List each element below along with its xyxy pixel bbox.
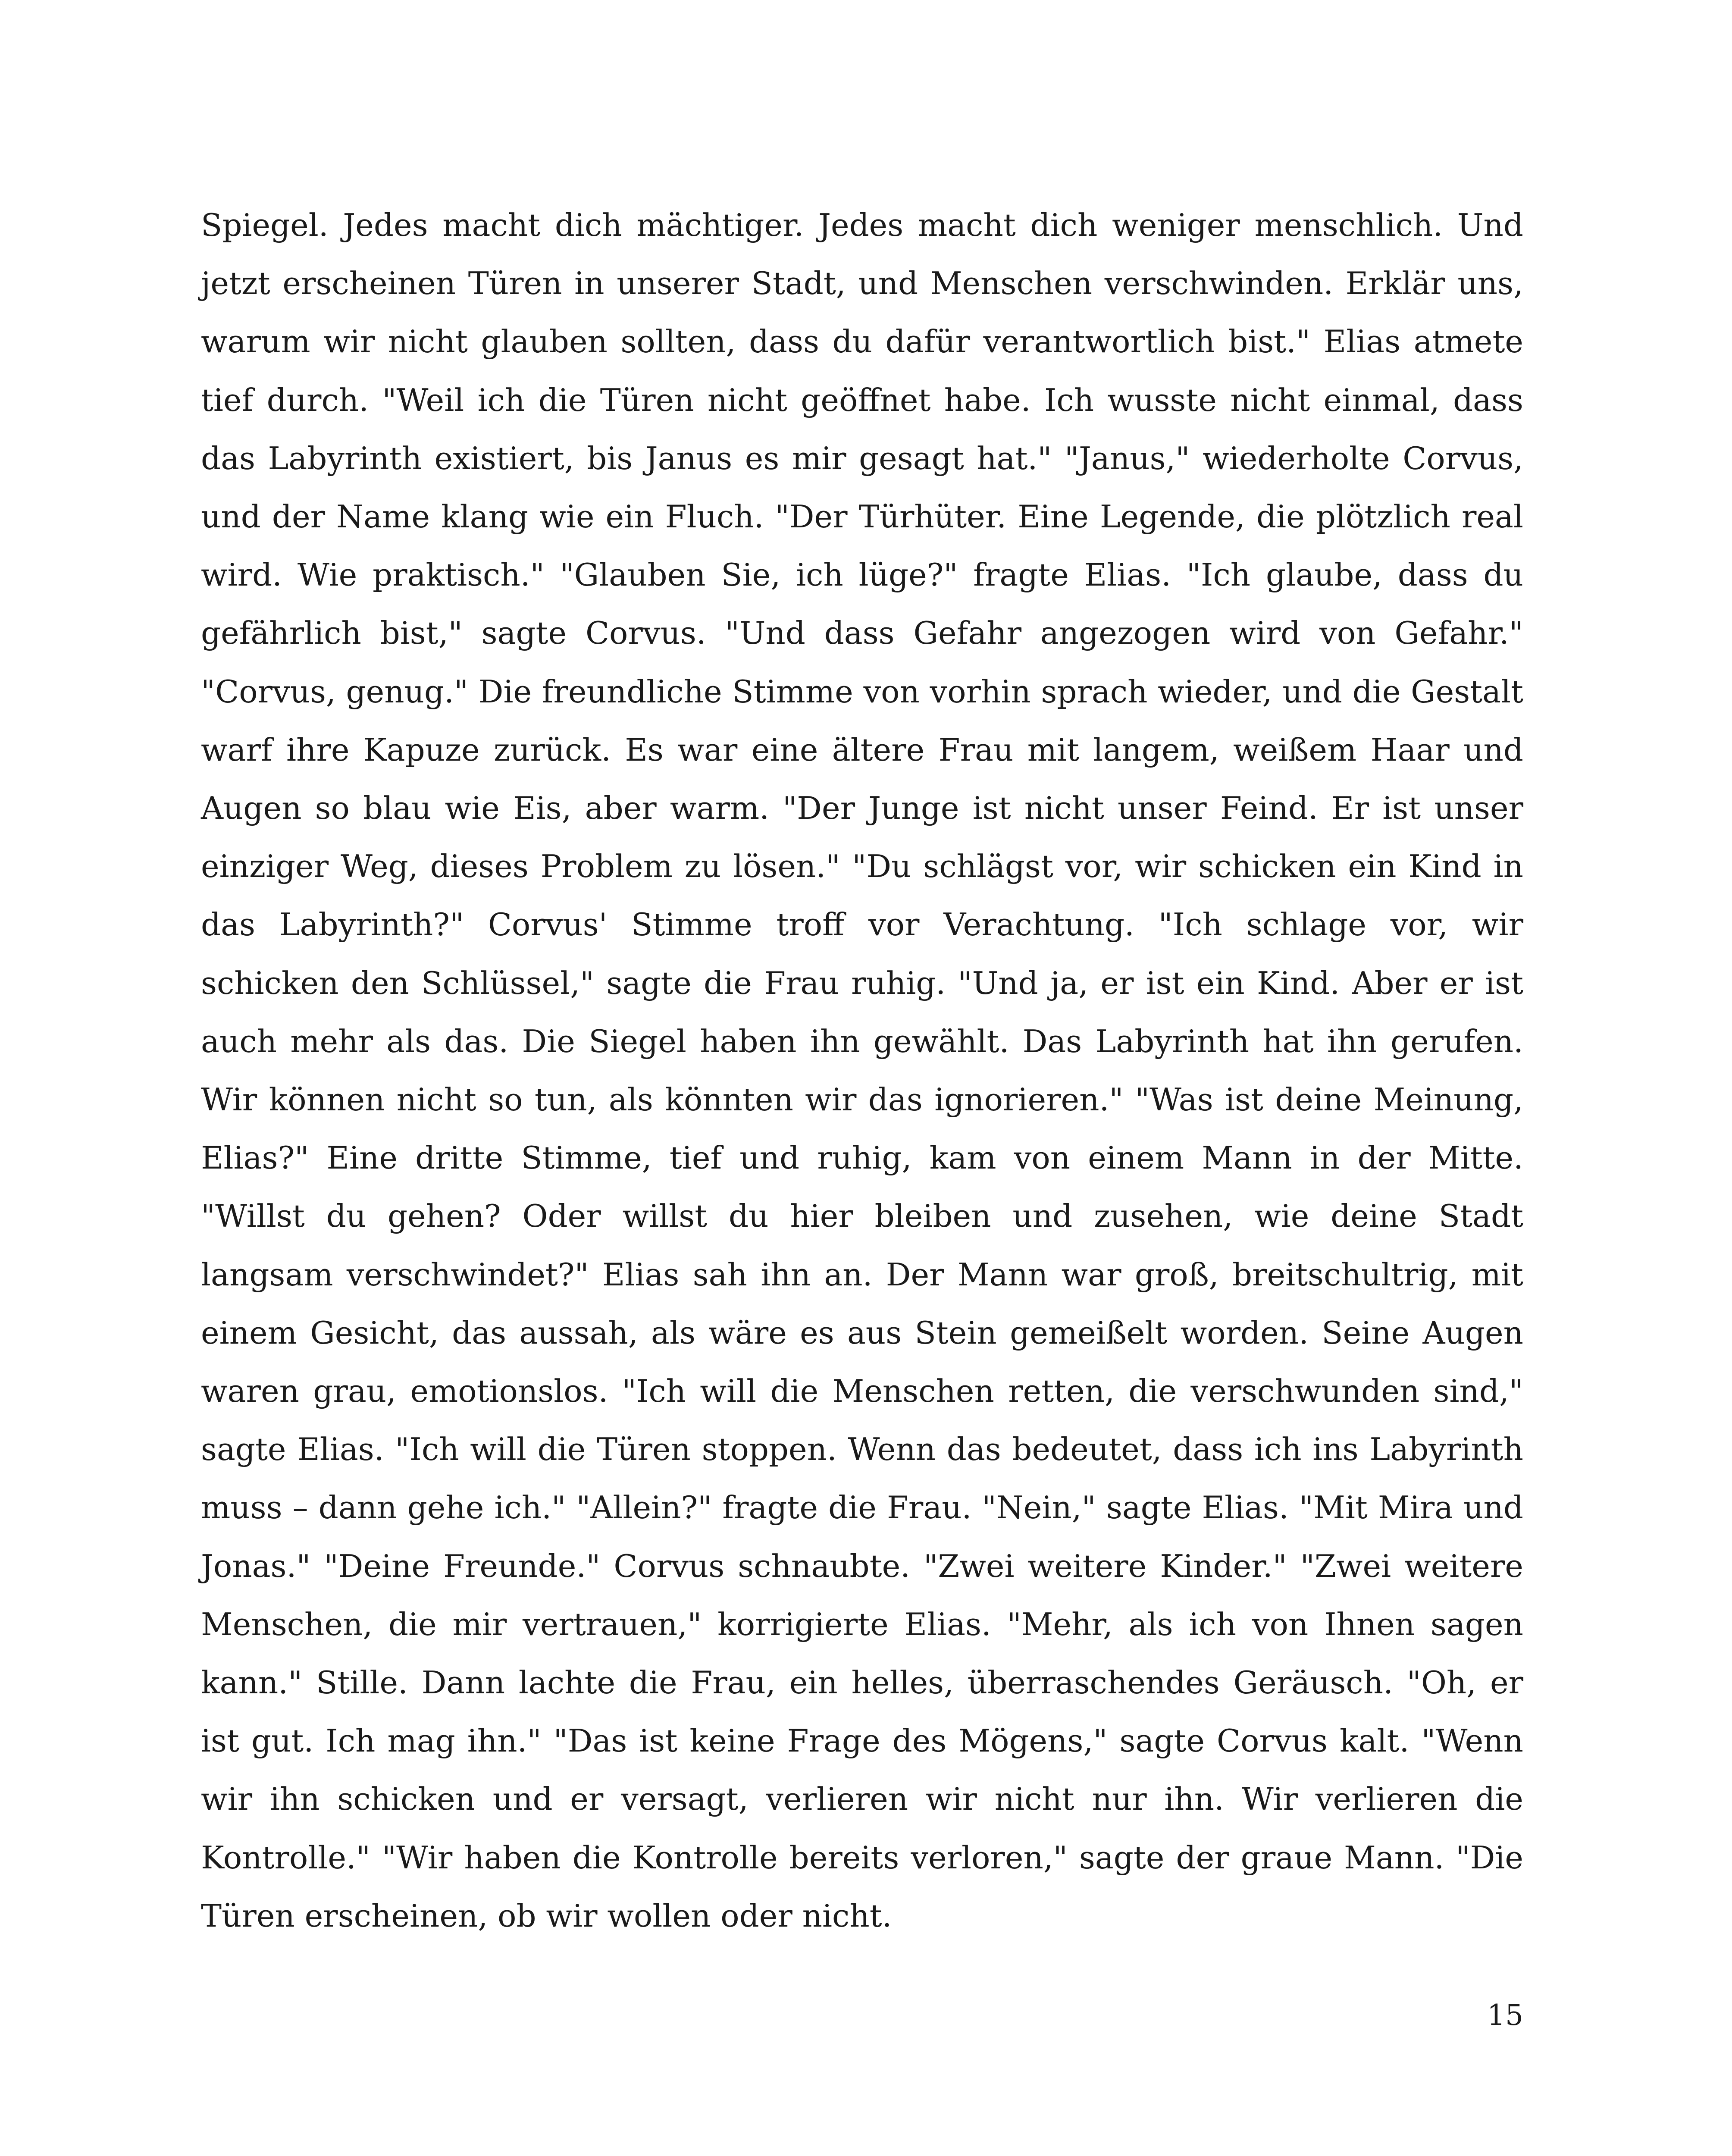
page-number: 15 — [1487, 1999, 1523, 2032]
body-paragraph: Spiegel. Jedes macht dich mächtiger. Jedes macht dich weniger menschlich. Und jetzt erscheinen Türen in unserer Stadt, und Menschen verschwinden. Erklär uns, warum wir nicht glauben sollten, dass du dafür verantwortlich bist." Elias atmete tief durch. "Weil ich die Türen nicht geöffnet habe. Ich wusste nicht einmal, dass das Labyrinth existiert, bis Janus es mir gesagt hat." "Janus," wiederholte Corvus, und der Name klang wie ein Fluch. "Der Türhüter. Eine Legende, die plötzlich real wird. Wie praktisch." "Glauben Sie, ich lüge?" fragte Elias. "Ich glaube, dass du gefährlich bist," sagte Corvus. "Und dass Gefahr angezogen wird von Gefahr." "Corvus, genug." Die freundliche Stimme von vorhin sprach wieder, und die Gestalt warf ihre Kapuze zurück. Es war eine ältere Frau mit langem, weißem Haar und Augen so blau wie Eis, aber warm. "Der Junge ist nicht unser Feind. Er ist unser einziger Weg, dieses Problem zu lösen." "Du schlägst vor, wir schicken ein Kind in das Labyrinth?" Corvus' Stimme troff vor Verachtung. "Ich schlage vor, wir schicken den Schlüssel," sagte die Frau ruhig. "Und ja, er ist ein Kind. Aber er ist auch mehr als das. Die Siegel haben ihn gewählt. Das Labyrinth hat ihn gerufen. Wir können nicht so tun, als könnten wir das ignorieren." "Was ist deine Meinung, Elias?" Eine dritte Stimme, tief und ruhig, kam von einem Mann in der Mitte. "Willst du gehen? Oder willst du hier bleiben und zusehen, wie deine Stadt langsam verschwindet?" Elias sah ihn an. Der Mann war groß, breitschultrig, mit einem Gesicht, das aussah, als wäre es aus Stein gemeißelt worden. Seine Augen waren grau, emotionslos. "Ich will die Menschen retten, die verschwunden sind," sagte Elias. "Ich will die Türen stoppen. Wenn das bedeutet, dass ich ins Labyrinth muss – dann gehe ich." "Allein?" fragte die Frau. "Nein," sagte Elias. "Mit Mira und Jonas." "Deine Freunde." Corvus schnaubte. "Zwei weitere Kinder." "Zwei weitere Menschen, die mir vertrauen," korrigierte Elias. "Mehr, als ich von Ihnen sagen kann." Stille. Dann lachte die Frau, ein helles, überraschendes Geräusch. "Oh, er ist gut. Ich mag ihn." "Das ist keine Frage des Mögens," sagte Corvus kalt. "Wenn wir ihn schicken und er versagt, verlieren wir nicht nur ihn. Wir verlieren die Kontrolle." "Wir haben die Kontrolle bereits verloren," sagte der graue Mann. "Die Türen erscheinen, ob wir wollen oder nicht. — [201, 207, 1523, 1934]
